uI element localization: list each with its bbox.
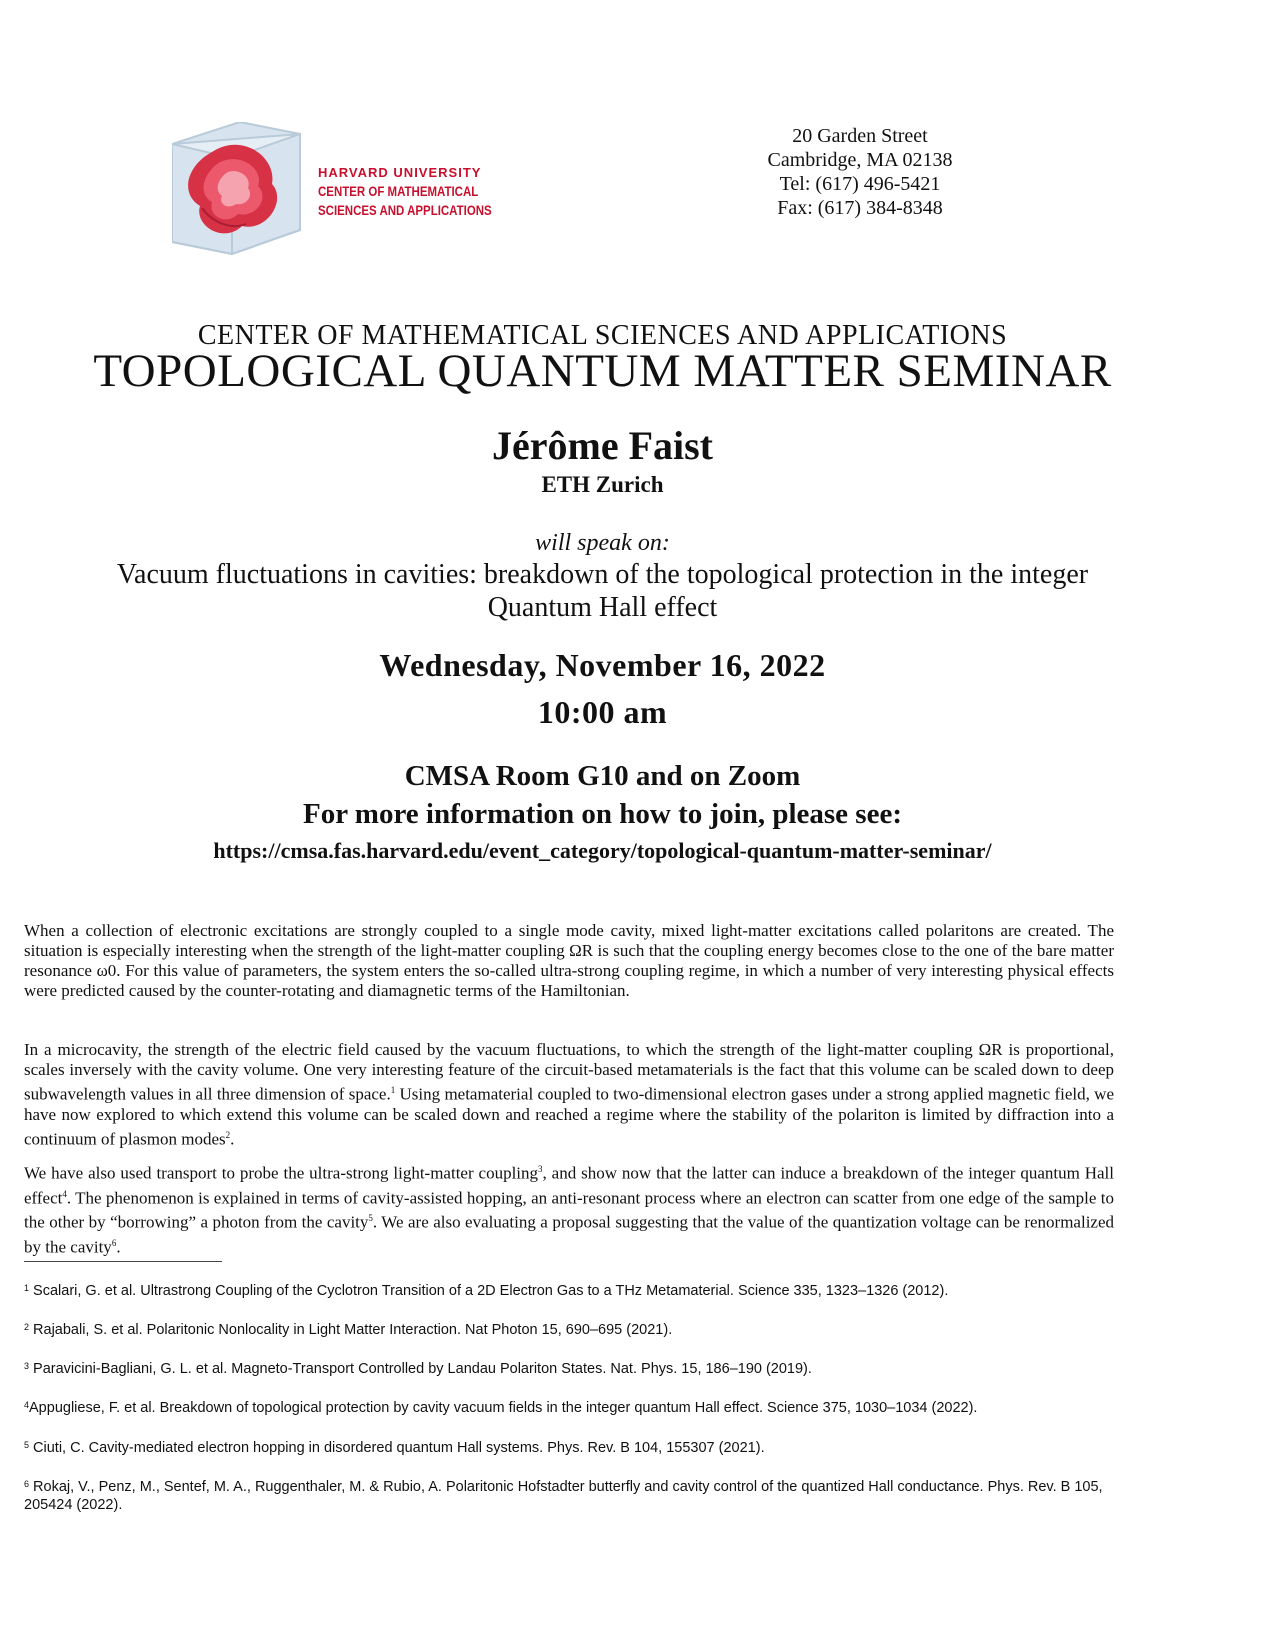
footnote-text: Scalari, G. et al. Ultrastrong Coupling of the Cyclotron Transition of a 2D Electron Gas to a THz Metamaterial. Science 335, 1323–1326 (2012).	[29, 1283, 949, 1299]
talk-title: Vacuum fluctuations in cavities: breakdown of the topological protection in the integer Quantum Hall effect	[116, 559, 1089, 623]
footnote-text: Rokaj, V., Penz, M., Sentef, M. A., Ruggenthaler, M. & Rubio, A. Polaritonic Hofstadter butterfly and cavity control of the quantized Hall conductance. Phys. Rev. B 105, 205424 (2022).	[24, 1479, 1103, 1513]
more-info-label: For more information on how to join, please see:	[302, 798, 902, 830]
event-location: CMSA Room G10 and on Zoom	[404, 760, 801, 792]
event-time: 10:00 am	[537, 694, 668, 730]
footnote-text: Appugliese, F. et al. Breakdown of topological protection by cavity vacuum fields in the integer quantum Hall effect. Science 375, 1030–1034 (2022).	[29, 1400, 978, 1416]
address-city: Cambridge, MA 02138	[767, 149, 953, 171]
abstract-paragraph-3	[24, 1159, 1114, 1258]
speak-on-label: will speak on:	[535, 530, 670, 556]
abstract-paragraph-2	[24, 1040, 1114, 1149]
abstract-text: We have also used transport to probe the ultra-strong light-matter coupling	[24, 1163, 539, 1183]
address-fax: Fax: (617) 384-8348	[777, 197, 943, 219]
address-block	[760, 124, 960, 220]
speaker-affiliation: ETH Zurich	[541, 472, 664, 497]
event-date: Wednesday, November 16, 2022	[379, 647, 826, 683]
footnote-ref[interactable]: 2	[225, 1129, 231, 1140]
address-tel: Tel: (617) 496-5421	[779, 173, 941, 195]
footnote-ref[interactable]: 3	[538, 1164, 543, 1174]
abstract-text: , and show now that the latter can induce a breakdown of the integer quantum Hall effect	[24, 1163, 1114, 1208]
footnote-number: 5	[24, 1440, 30, 1450]
footnote-text: Ciuti, C. Cavity-mediated electron hopping in disordered quantum Hall systems. Phys. Rev. B 104, 155307 (2021).	[29, 1440, 765, 1456]
footnote-ref[interactable]: 6	[111, 1237, 117, 1248]
abstract-text: .	[116, 1237, 121, 1257]
cmsa-cube-logo-icon	[172, 122, 307, 262]
footnote-ref[interactable]: 4	[62, 1188, 67, 1199]
logo-line-harvard: HARVARD UNIVERSITY	[318, 165, 482, 180]
abstract-text: .	[230, 1129, 235, 1149]
logo-line-center: CENTER OF MATHEMATICAL	[318, 183, 479, 199]
footnote-1	[24, 1279, 1104, 1300]
speaker-name: Jérôme Faist	[491, 423, 713, 468]
footnote-5	[24, 1436, 1104, 1457]
footnote-number: 6	[24, 1479, 30, 1489]
footnote-4	[24, 1396, 1104, 1417]
footnote-number: 1	[24, 1283, 30, 1293]
footnote-2	[24, 1318, 1104, 1339]
footnote-ref[interactable]: 1	[390, 1085, 396, 1095]
abstract-paragraph-1: When a collection of electronic excitations are strongly coupled to a single mode cavity, mixed light-matter excitations called polaritons are created. The situation is especially interesting when the strength of the light-matter coupling ΩR is such that the coupling energy becomes close to the one of the bare matter resonance ω0. For this value of parameters, the system enters the so-called ultra-strong coupling regime, in which a number of very interesting physical effects were predicted caused by the counter-rotating and diamagnetic terms of the Hamiltonian.	[24, 921, 1114, 1000]
center-name: CENTER OF MATHEMATICAL SCIENCES AND APPLICATIONS	[197, 320, 1008, 351]
footnote-text: Rajabali, S. et al. Polaritonic Nonlocality in Light Matter Interaction. Nat Photon 15, 690–695 (2021).	[29, 1322, 673, 1338]
footnote-divider	[24, 1261, 222, 1262]
abstract-text: . We are also evaluating a proposal suggesting that the value of the quantization voltage can be renormalized by the cavity	[24, 1212, 1115, 1257]
abstract-text: In a microcavity, the strength of the electric field caused by the vacuum fluctuations, to which the strength of the light-matter coupling ΩR is proportional, scales inversely with the cavity volume. One very interesting feature of the circuit-based metamaterials is the fact that this volume can be scaled down to deep subwavelength values in all three dimension of space.	[24, 1040, 1114, 1104]
abstract-text: . The phenomenon is explained in terms of cavity-assisted hopping, an anti-resonant process where an electron can scatter from one edge of the sample to the other by “borrowing” a photon from the cavity	[24, 1188, 1114, 1232]
footnote-6	[24, 1475, 1104, 1514]
event-url-link[interactable]: https://cmsa.fas.harvard.edu/event_category/topological-quantum-matter-seminar/	[213, 838, 992, 863]
footnote-ref[interactable]: 5	[368, 1213, 373, 1224]
footnote-number: 2	[24, 1322, 30, 1332]
seminar-title: TOPOLOGICAL QUANTUM MATTER SEMINAR	[93, 345, 1112, 397]
logo-line-sciences: SCIENCES AND APPLICATIONS	[318, 202, 492, 218]
footnote-text: Paravicini-Bagliani, G. L. et al. Magneto-Transport Controlled by Landau Polariton States. Nat. Phys. 15, 186–190 (2019).	[29, 1361, 812, 1377]
address-street: 20 Garden Street	[792, 125, 928, 147]
footnote-3	[24, 1357, 1104, 1378]
footnote-number: 4	[24, 1400, 30, 1410]
footnote-number: 3	[24, 1361, 30, 1371]
logo-text	[318, 163, 518, 220]
abstract-text: Using metamaterial coupled to two-dimensional electron gases under a strong applied magnetic field, we have now explored to which extend this volume can be scaled down and reached a regime where the stability of the polariton is limited by diffraction into a continuum of plasmon modes	[24, 1084, 1114, 1149]
